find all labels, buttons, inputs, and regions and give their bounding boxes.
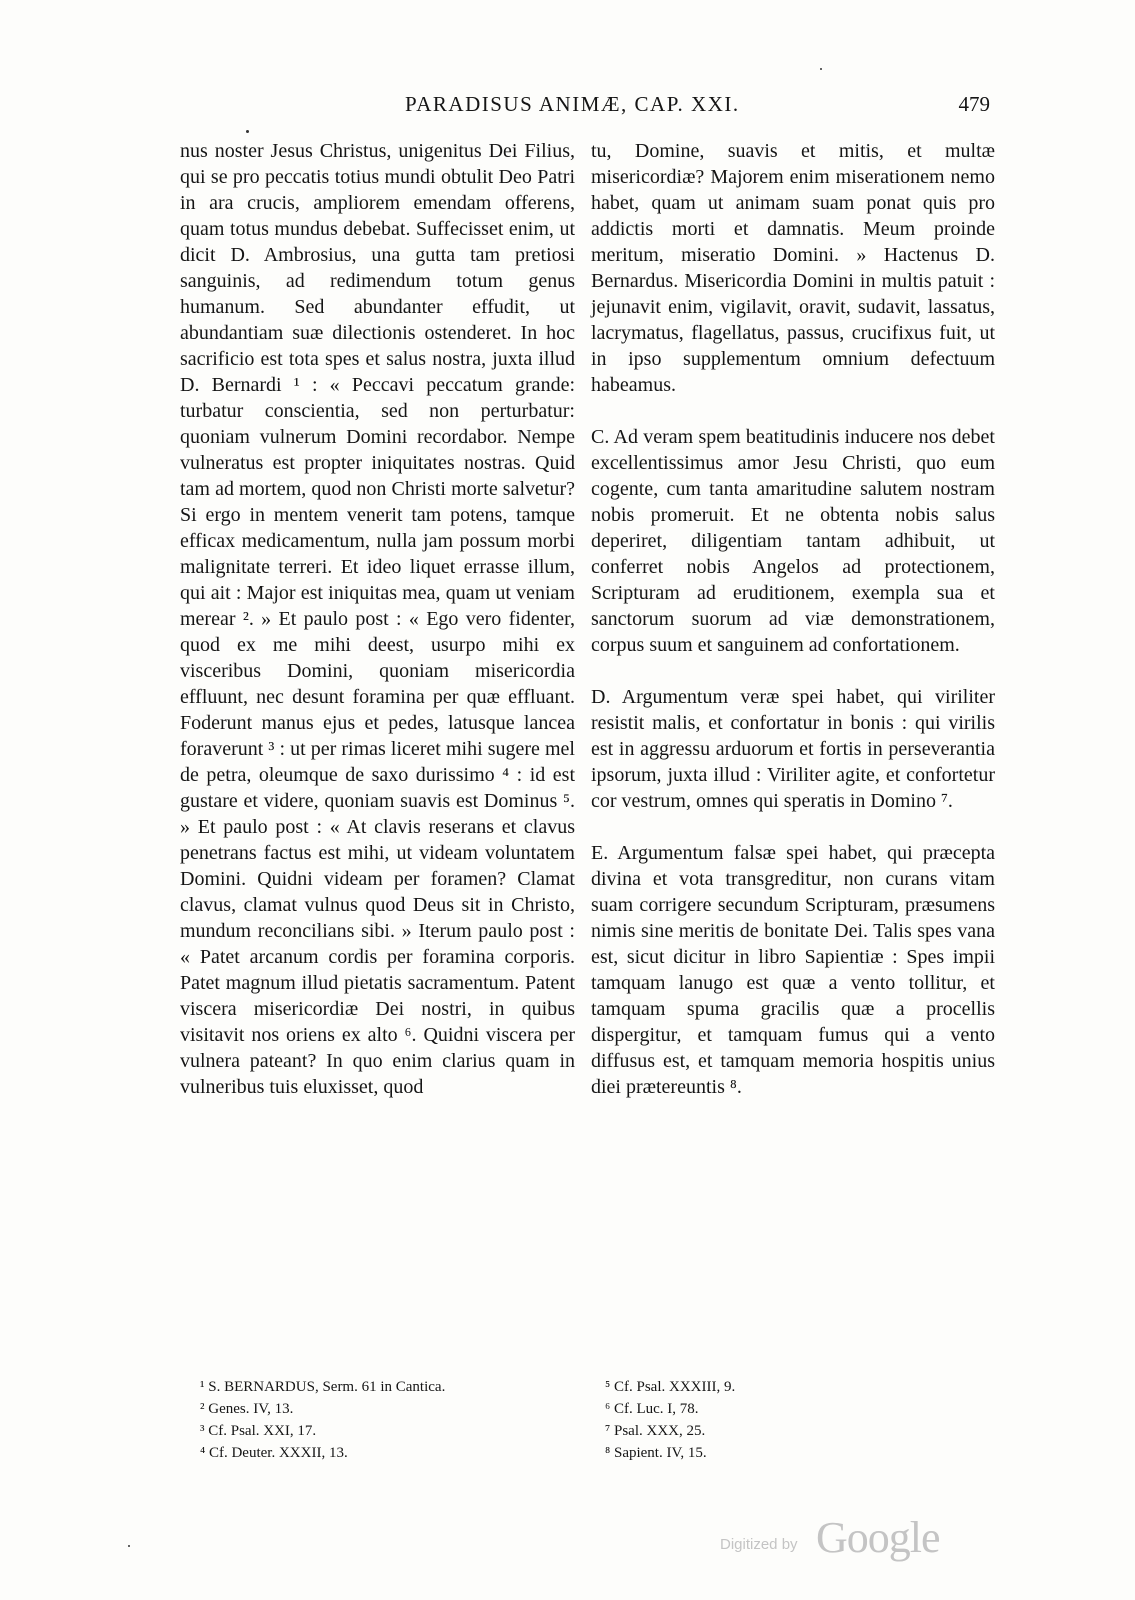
footnote: ⁷ Psal. XXX, 25. bbox=[605, 1423, 706, 1439]
footnote: ¹ S. BERNARDUS, Serm. 61 in Cantica. bbox=[200, 1379, 446, 1395]
footnote: ⁴ Cf. Deuter. XXXII, 13. bbox=[200, 1445, 348, 1461]
footnote: ² Genes. IV, 13. bbox=[200, 1401, 294, 1417]
paragraph: nus noster Jesus Christus, unigenitus Dei Filius, qui se pro peccatis totius mundi obtulit Deo Patri in ara crucis, ampliorem emendam offerens, quam totus mundus debebat. Suffecisset enim, ut dicit D. Ambrosius, una gutta tam pretiosi sanguinis, ad redimendum totum genus humanum. Sed abundanter effudit, ut abundantiam suæ dilectionis ostenderet. In hoc sacrificio est tota spes et salus nostra, juxta illud D. Bernardi ¹ : « Peccavi peccatum grande: turbatur conscientia, sed non perturbatur: quoniam vulnerum Domini recordabor. Nempe vulneratus est propter iniquitates nostras. Quid tam ad mortem, quod non Christi morte salvetur? Si ergo in mentem venerit tam potens, tamque efficax medicamentum, nulla jam possum morbi malignitate terreri. Et ideo liquet errasse illum, qui ait : Major est iniquitas mea, quam ut veniam merear ². » Et paulo post : « Ego vero fidenter, quod ex me mihi deest, usurpo mihi ex visceribus Domini, quoniam misericordia effluunt, nec desunt foramina per quæ effluant. Foderunt manus ejus et pedes, latusque lancea foraverunt ³ : ut per rimas liceret mihi sugere mel de petra, oleumque de saxo durissimo ⁴ : id est gustare et videre, quoniam suavis est Dominus ⁵. » Et paulo post : « At clavis reserans et clavus penetrans factus est mihi, ut videam voluntatem Domini. Quidni videam per foramen? Clamat clavus, clamat vulnus quod Deus sit in Christo, mundum reconcilians sibi. » Iterum paulo post : « Patet arcanum cordis per foramina corporis. Patet magnum illud pietatis sacramentum. Patent viscera misericordiæ Dei nostri, in quibus visitavit nos oriens ex alto ⁶. Quidni viscera per vulnera pateant? In quo enim clarius quam in vulneribus tuis eluxisset, quod bbox=[180, 140, 575, 1098]
right-text-column bbox=[591, 138, 995, 1100]
paragraph-d: D. Argumentum veræ spei habet, qui viriliter resistit malis, et confortatur in bonis : qui virilis est in aggressu arduorum et fortis in perseverantia ipsorum, juxta illud : Viriliter agite, et confortetur cor vestrum, omnes qui speratis in Domino ⁷. bbox=[591, 686, 995, 812]
paragraph-e: E. Argumentum falsæ spei habet, qui præcepta divina et vota transgreditur, non curans vitam suam corrigere secundum Scripturam, præsumens nimis sine meritis de bonitate Dei. Talis spes vana est, sicut dicitur in libro Sapientiæ : Spes impii tamquam lanugo est quæ a vento tollitur, et tamquam spuma gracilis quæ a procellis dispergitur, et tamquam fumus qui a vento diffusus est, et tamquam memoria hospitis unius diei prætereuntis ⁸. bbox=[591, 842, 995, 1098]
scan-speck bbox=[246, 130, 249, 133]
digitized-watermark bbox=[720, 1512, 960, 1568]
footnotes-left bbox=[200, 1376, 560, 1464]
footnote: ⁶ Cf. Luc. I, 78. bbox=[605, 1401, 699, 1417]
paragraph-c: C. Ad veram spem beatitudinis inducere nos debet excellentissimus amor Jesu Christi, quo eum cogente, cum tanta amaritudine salutem nostram nobis promeruit. Et ne obtenta nobis salus deperiret, diligentiam tantam adhibuit, ut conferret nobis Angelos ad protectionem, Scripturam ad eruditionem, exempla sua et sanctorum suorum ad viæ demonstrationem, corpus suum et sanguinem ad confortationem. bbox=[591, 426, 995, 656]
page-number: 479 bbox=[958, 92, 990, 116]
google-logo: Google bbox=[816, 1513, 940, 1562]
footnote: ⁸ Sapient. IV, 15. bbox=[605, 1445, 707, 1461]
paragraph: tu, Domine, suavis et mitis, et multæ misericordiæ? Majorem enim miserationem nemo habet, quam ut animam suam ponat quis pro addictis morti et damnatis. Meum proinde meritum, miseratio Domini. » Hactenus D. Bernardus. Misericordia Domini in multis patuit : jejunavit enim, vigilavit, oravit, sudavit, lassatus, lacrymatus, flagellatus, passus, crucifixus fuit, ut in ipso supplementum omnium defectuum habeamus. bbox=[591, 140, 995, 396]
running-title: PARADISUS ANIMÆ, CAP. XXI. bbox=[405, 92, 740, 116]
footnote: ⁵ Cf. Psal. XXXIII, 9. bbox=[605, 1379, 736, 1395]
footnote: ³ Cf. Psal. XXI, 17. bbox=[200, 1423, 317, 1439]
footnotes-right bbox=[605, 1376, 905, 1464]
left-text-column bbox=[180, 138, 575, 1100]
watermark-label: Digitized by bbox=[720, 1536, 798, 1553]
running-header bbox=[180, 92, 1000, 122]
scan-speck bbox=[820, 68, 822, 70]
scan-speck bbox=[128, 1545, 130, 1547]
